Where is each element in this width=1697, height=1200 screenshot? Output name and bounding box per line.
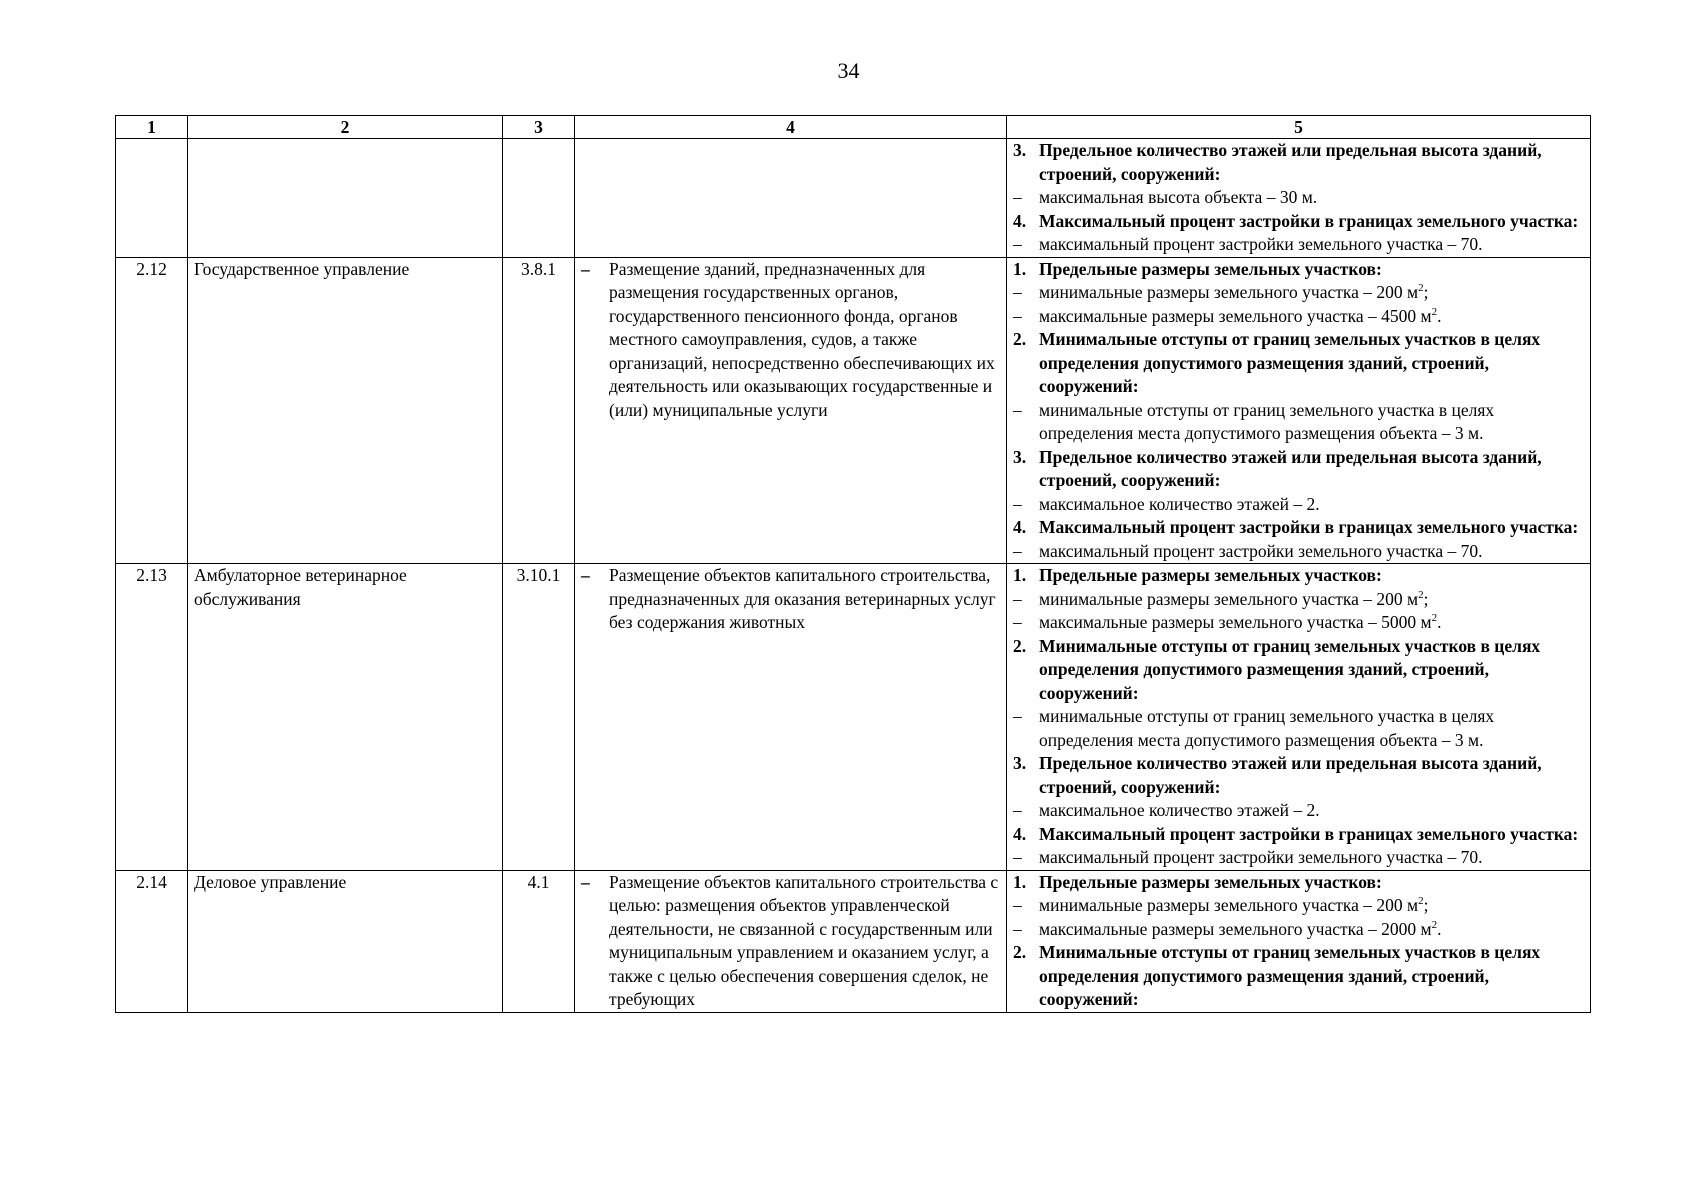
- superscript: 2: [1431, 918, 1438, 931]
- parameter-text-main: Минимальные отступы от границ земельных участков в целях определения допустимого размещения зданий, строений, сооружений:: [1039, 635, 1541, 703]
- table-row: [116, 870, 1591, 1012]
- list-marker: –: [1013, 187, 1022, 207]
- parameter-text-main: Максимальный процент застройки в границах земельного участка:: [1039, 517, 1579, 537]
- punctuation: ;: [1423, 282, 1429, 302]
- parameter-text: [1039, 139, 1584, 186]
- list-marker: 4.: [1013, 823, 1027, 844]
- list-marker: 4.: [1013, 210, 1027, 231]
- header-col-5: 5: [1007, 116, 1591, 139]
- list-marker: 1.: [1013, 258, 1027, 279]
- parameter-heading: [1007, 635, 1584, 706]
- row-number: 2.12: [116, 257, 188, 564]
- parameter-item: [1007, 233, 1584, 257]
- parameter-heading: [1007, 258, 1584, 282]
- parameter-text-main: максимальный процент застройки земельного участка – 70.: [1039, 234, 1483, 254]
- parameter-item: [1007, 846, 1584, 870]
- parameter-text: [1039, 210, 1584, 234]
- classifier-code: 4.1: [503, 870, 575, 1012]
- parameter-text: [1039, 233, 1584, 257]
- superscript: 2: [1418, 588, 1424, 601]
- punctuation: .: [1437, 918, 1442, 939]
- row-number: 2.14: [116, 870, 188, 1012]
- parameters: [1007, 139, 1591, 258]
- list-marker: –: [1013, 493, 1022, 514]
- classifier-code: 3.8.1: [503, 257, 575, 564]
- use-description: [575, 870, 1007, 1012]
- punctuation: ;: [1423, 895, 1429, 915]
- list-marker: –: [1013, 612, 1022, 632]
- parameter-text: [1039, 611, 1584, 635]
- parameter-heading: [1007, 139, 1584, 186]
- use-description: [575, 139, 1007, 258]
- list-marker: 1.: [1013, 565, 1027, 585]
- superscript: 2: [1431, 305, 1438, 318]
- header-col-3: 3: [503, 116, 575, 139]
- use-description: [575, 564, 1007, 871]
- header-col-2: 2: [188, 116, 503, 139]
- parameter-item: [1007, 705, 1584, 752]
- parameter-text-main: максимальное количество этажей – 2.: [1039, 800, 1320, 820]
- list-marker: 3.: [1013, 446, 1027, 467]
- list-marker: –: [1013, 918, 1022, 939]
- parameter-text-main: Предельные размеры земельных участков:: [1039, 565, 1382, 585]
- parameter-text: [1039, 399, 1584, 446]
- superscript: 2: [1418, 282, 1424, 295]
- parameter-text-main: максимальные размеры земельного участка – 2000 м: [1039, 918, 1432, 939]
- parameter-text: [1039, 540, 1584, 564]
- list-marker: –: [1013, 282, 1022, 302]
- list-marker: –: [1013, 847, 1022, 867]
- parameter-heading: [1007, 752, 1584, 799]
- list-marker: –: [1013, 399, 1022, 420]
- classifier-code: [503, 139, 575, 258]
- parameter-heading: [1007, 328, 1584, 399]
- parameters: [1007, 564, 1591, 871]
- parameter-item: [1007, 399, 1584, 446]
- parameter-item: [1007, 305, 1584, 329]
- list-marker: 2.: [1013, 635, 1027, 656]
- parameter-heading: [1007, 823, 1584, 847]
- parameter-text: [1039, 328, 1584, 399]
- permitted-use-name: Государственное управление: [188, 257, 503, 564]
- classifier-code: 3.10.1: [503, 564, 575, 871]
- parameter-item: [1007, 540, 1584, 564]
- superscript: 2: [1431, 612, 1438, 625]
- parameter-text-main: Предельное количество этажей или предельная высота зданий, строений, сооружений:: [1039, 446, 1542, 490]
- parameter-text: [1039, 635, 1584, 706]
- parameters: [1007, 870, 1591, 1012]
- dash-marker: –: [581, 565, 590, 585]
- table-row: [116, 564, 1591, 871]
- parameter-heading: [1007, 564, 1584, 588]
- dash-marker: –: [581, 258, 590, 279]
- parameter-text-main: Минимальные отступы от границ земельных участков в целях определения допустимого размещения зданий, строений, сооружений:: [1039, 329, 1541, 396]
- parameter-item: [1007, 493, 1584, 517]
- permitted-use-name: [188, 139, 503, 258]
- parameter-heading: [1007, 941, 1584, 1012]
- parameter-text-main: минимальные отступы от границ земельного участка в целях определения места допустимого размещения объекта – 3 м.: [1039, 706, 1495, 750]
- parameter-text: [1039, 305, 1584, 329]
- parameter-heading: [1007, 210, 1584, 234]
- parameter-text-main: максимальная высота объекта – 30 м.: [1039, 187, 1318, 207]
- punctuation: ;: [1423, 588, 1429, 609]
- parameter-heading: [1007, 871, 1584, 895]
- parameters: [1007, 257, 1591, 564]
- parameter-text-main: Предельные размеры земельных участков:: [1039, 871, 1382, 892]
- parameter-text: [1039, 918, 1584, 942]
- parameter-item: [1007, 611, 1584, 635]
- table-row: [116, 139, 1591, 258]
- list-marker: –: [1013, 305, 1022, 326]
- parameter-text: [1039, 564, 1584, 588]
- regulations-table: [115, 115, 1591, 1013]
- parameter-text: [1039, 705, 1584, 752]
- header-col-1: 1: [116, 116, 188, 139]
- parameter-text: [1039, 281, 1584, 305]
- row-number: [116, 139, 188, 258]
- parameter-text: [1039, 941, 1584, 1012]
- parameter-text-main: максимальное количество этажей – 2.: [1039, 493, 1320, 514]
- parameter-text: [1039, 752, 1584, 799]
- parameter-text: [1039, 258, 1584, 282]
- parameter-text-main: максимальные размеры земельного участка – 5000 м: [1039, 612, 1432, 632]
- parameter-heading: [1007, 446, 1584, 493]
- list-marker: 4.: [1013, 517, 1027, 537]
- list-marker: –: [1013, 895, 1022, 915]
- parameter-text-main: минимальные размеры земельного участка – 200 м: [1039, 588, 1419, 609]
- list-marker: 2.: [1013, 942, 1027, 962]
- list-marker: –: [1013, 588, 1022, 609]
- page-number: 34: [837, 58, 860, 83]
- parameter-text-main: максимальный процент застройки земельного участка – 70.: [1039, 540, 1483, 561]
- parameter-text: [1039, 799, 1584, 823]
- punctuation: .: [1437, 305, 1442, 326]
- parameter-item: [1007, 281, 1584, 305]
- punctuation: .: [1437, 612, 1442, 632]
- parameter-text: [1039, 493, 1584, 517]
- parameter-text: [1039, 894, 1584, 918]
- parameter-text-main: максимальные размеры земельного участка – 4500 м: [1039, 305, 1432, 326]
- use-description: [575, 257, 1007, 564]
- parameter-item: [1007, 894, 1584, 918]
- parameter-item: [1007, 186, 1584, 210]
- parameter-text-main: минимальные размеры земельного участка – 200 м: [1039, 282, 1419, 302]
- parameter-text-main: Максимальный процент застройки в границах земельного участка:: [1039, 210, 1579, 231]
- parameter-text: [1039, 871, 1584, 895]
- parameter-item: [1007, 588, 1584, 612]
- list-marker: –: [1013, 540, 1022, 561]
- parameter-item: [1007, 918, 1584, 942]
- parameter-heading: [1007, 516, 1584, 540]
- dash-marker: –: [581, 871, 590, 892]
- header-row: [116, 116, 1591, 139]
- list-marker: 3.: [1013, 140, 1027, 160]
- parameter-text-main: Минимальные отступы от границ земельных участков в целях определения допустимого размещения зданий, строений, сооружений:: [1039, 942, 1541, 1009]
- parameter-text-main: минимальные размеры земельного участка – 200 м: [1039, 895, 1419, 915]
- permitted-use-name: Деловое управление: [188, 870, 503, 1012]
- parameter-text: [1039, 516, 1584, 540]
- list-marker: 2.: [1013, 329, 1027, 349]
- parameter-text-main: минимальные отступы от границ земельного участка в целях определения места допустимого размещения объекта – 3 м.: [1039, 399, 1495, 443]
- parameter-text-main: Предельное количество этажей или предельная высота зданий, строений, сооружений:: [1039, 753, 1542, 797]
- parameter-text: [1039, 186, 1584, 210]
- table-row: [116, 257, 1591, 564]
- header-col-4: 4: [575, 116, 1007, 139]
- superscript: 2: [1418, 895, 1424, 908]
- row-number: 2.13: [116, 564, 188, 871]
- list-marker: –: [1013, 706, 1022, 726]
- description-text: Размещение зданий, предназначенных для размещения государственных органов, государственного пенсионного фонда, органов местного самоуправления, судов, а также организаций, непосредственно обеспечивающих их деятельность или оказывающих государственные и (или) муниципальные услуги: [609, 258, 995, 420]
- parameter-item: [1007, 799, 1584, 823]
- parameter-text-main: максимальный процент застройки земельного участка – 70.: [1039, 847, 1483, 867]
- list-marker: 1.: [1013, 871, 1027, 892]
- parameter-text: [1039, 823, 1584, 847]
- permitted-use-name: Амбулаторное ветеринарное обслуживания: [188, 564, 503, 871]
- parameter-text-main: Предельное количество этажей или предельная высота зданий, строений, сооружений:: [1039, 140, 1542, 184]
- parameter-text-main: Предельные размеры земельных участков:: [1039, 258, 1382, 279]
- description-text: Размещение объектов капитального строительства с целью: размещения объектов управленческой деятельности, не связанной с государственным или муниципальным управлением и оказанием услуг, а также с целью обеспечения совершения сделок, не требующих: [609, 871, 999, 1009]
- parameter-text-main: Максимальный процент застройки в границах земельного участка:: [1039, 823, 1579, 844]
- list-marker: –: [1013, 234, 1022, 254]
- description-text: Размещение объектов капитального строительства, предназначенных для оказания ветеринарных услуг без содержания животных: [609, 565, 996, 632]
- list-marker: –: [1013, 800, 1022, 820]
- parameter-text: [1039, 588, 1584, 612]
- parameter-text: [1039, 846, 1584, 870]
- parameter-text: [1039, 446, 1584, 493]
- list-marker: 3.: [1013, 753, 1027, 773]
